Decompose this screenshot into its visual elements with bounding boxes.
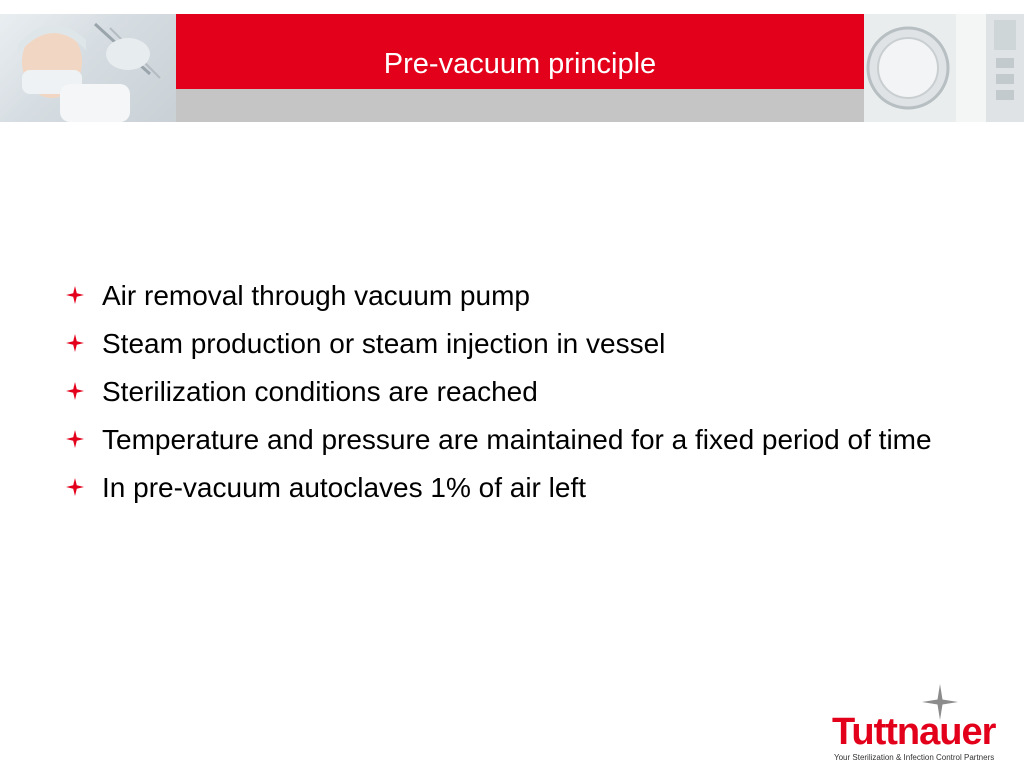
title-underband — [176, 89, 864, 122]
bullet-text: Temperature and pressure are maintained for a fixed period of time — [102, 424, 932, 455]
four-point-star-icon — [66, 334, 84, 352]
tuttnauer-logo — [830, 684, 1018, 768]
bullet-text: Air removal through vacuum pump — [102, 280, 530, 311]
bullet-list — [66, 276, 946, 516]
dentist-photo — [0, 14, 176, 122]
list-item — [66, 468, 946, 507]
four-point-star-icon — [66, 286, 84, 304]
header-banner — [0, 14, 1024, 122]
bullet-text: In pre-vacuum autoclaves 1% of air left — [102, 472, 587, 503]
logo-wordmark: Tuttnauer — [832, 711, 996, 753]
list-item — [66, 420, 946, 459]
four-point-star-icon — [66, 478, 84, 496]
autoclave-photo — [864, 14, 1024, 122]
list-item — [66, 324, 946, 363]
bullet-text: Steam production or steam injection in vessel — [102, 328, 666, 359]
page-title: Pre-vacuum principle — [383, 48, 657, 80]
bullet-text: Sterilization conditions are reached — [102, 376, 538, 407]
four-point-star-icon — [66, 430, 84, 448]
logo-tagline: Your Sterilization & Infection Control Partners — [834, 753, 995, 762]
four-point-star-icon — [66, 382, 84, 400]
list-item — [66, 372, 946, 411]
list-item — [66, 276, 946, 315]
